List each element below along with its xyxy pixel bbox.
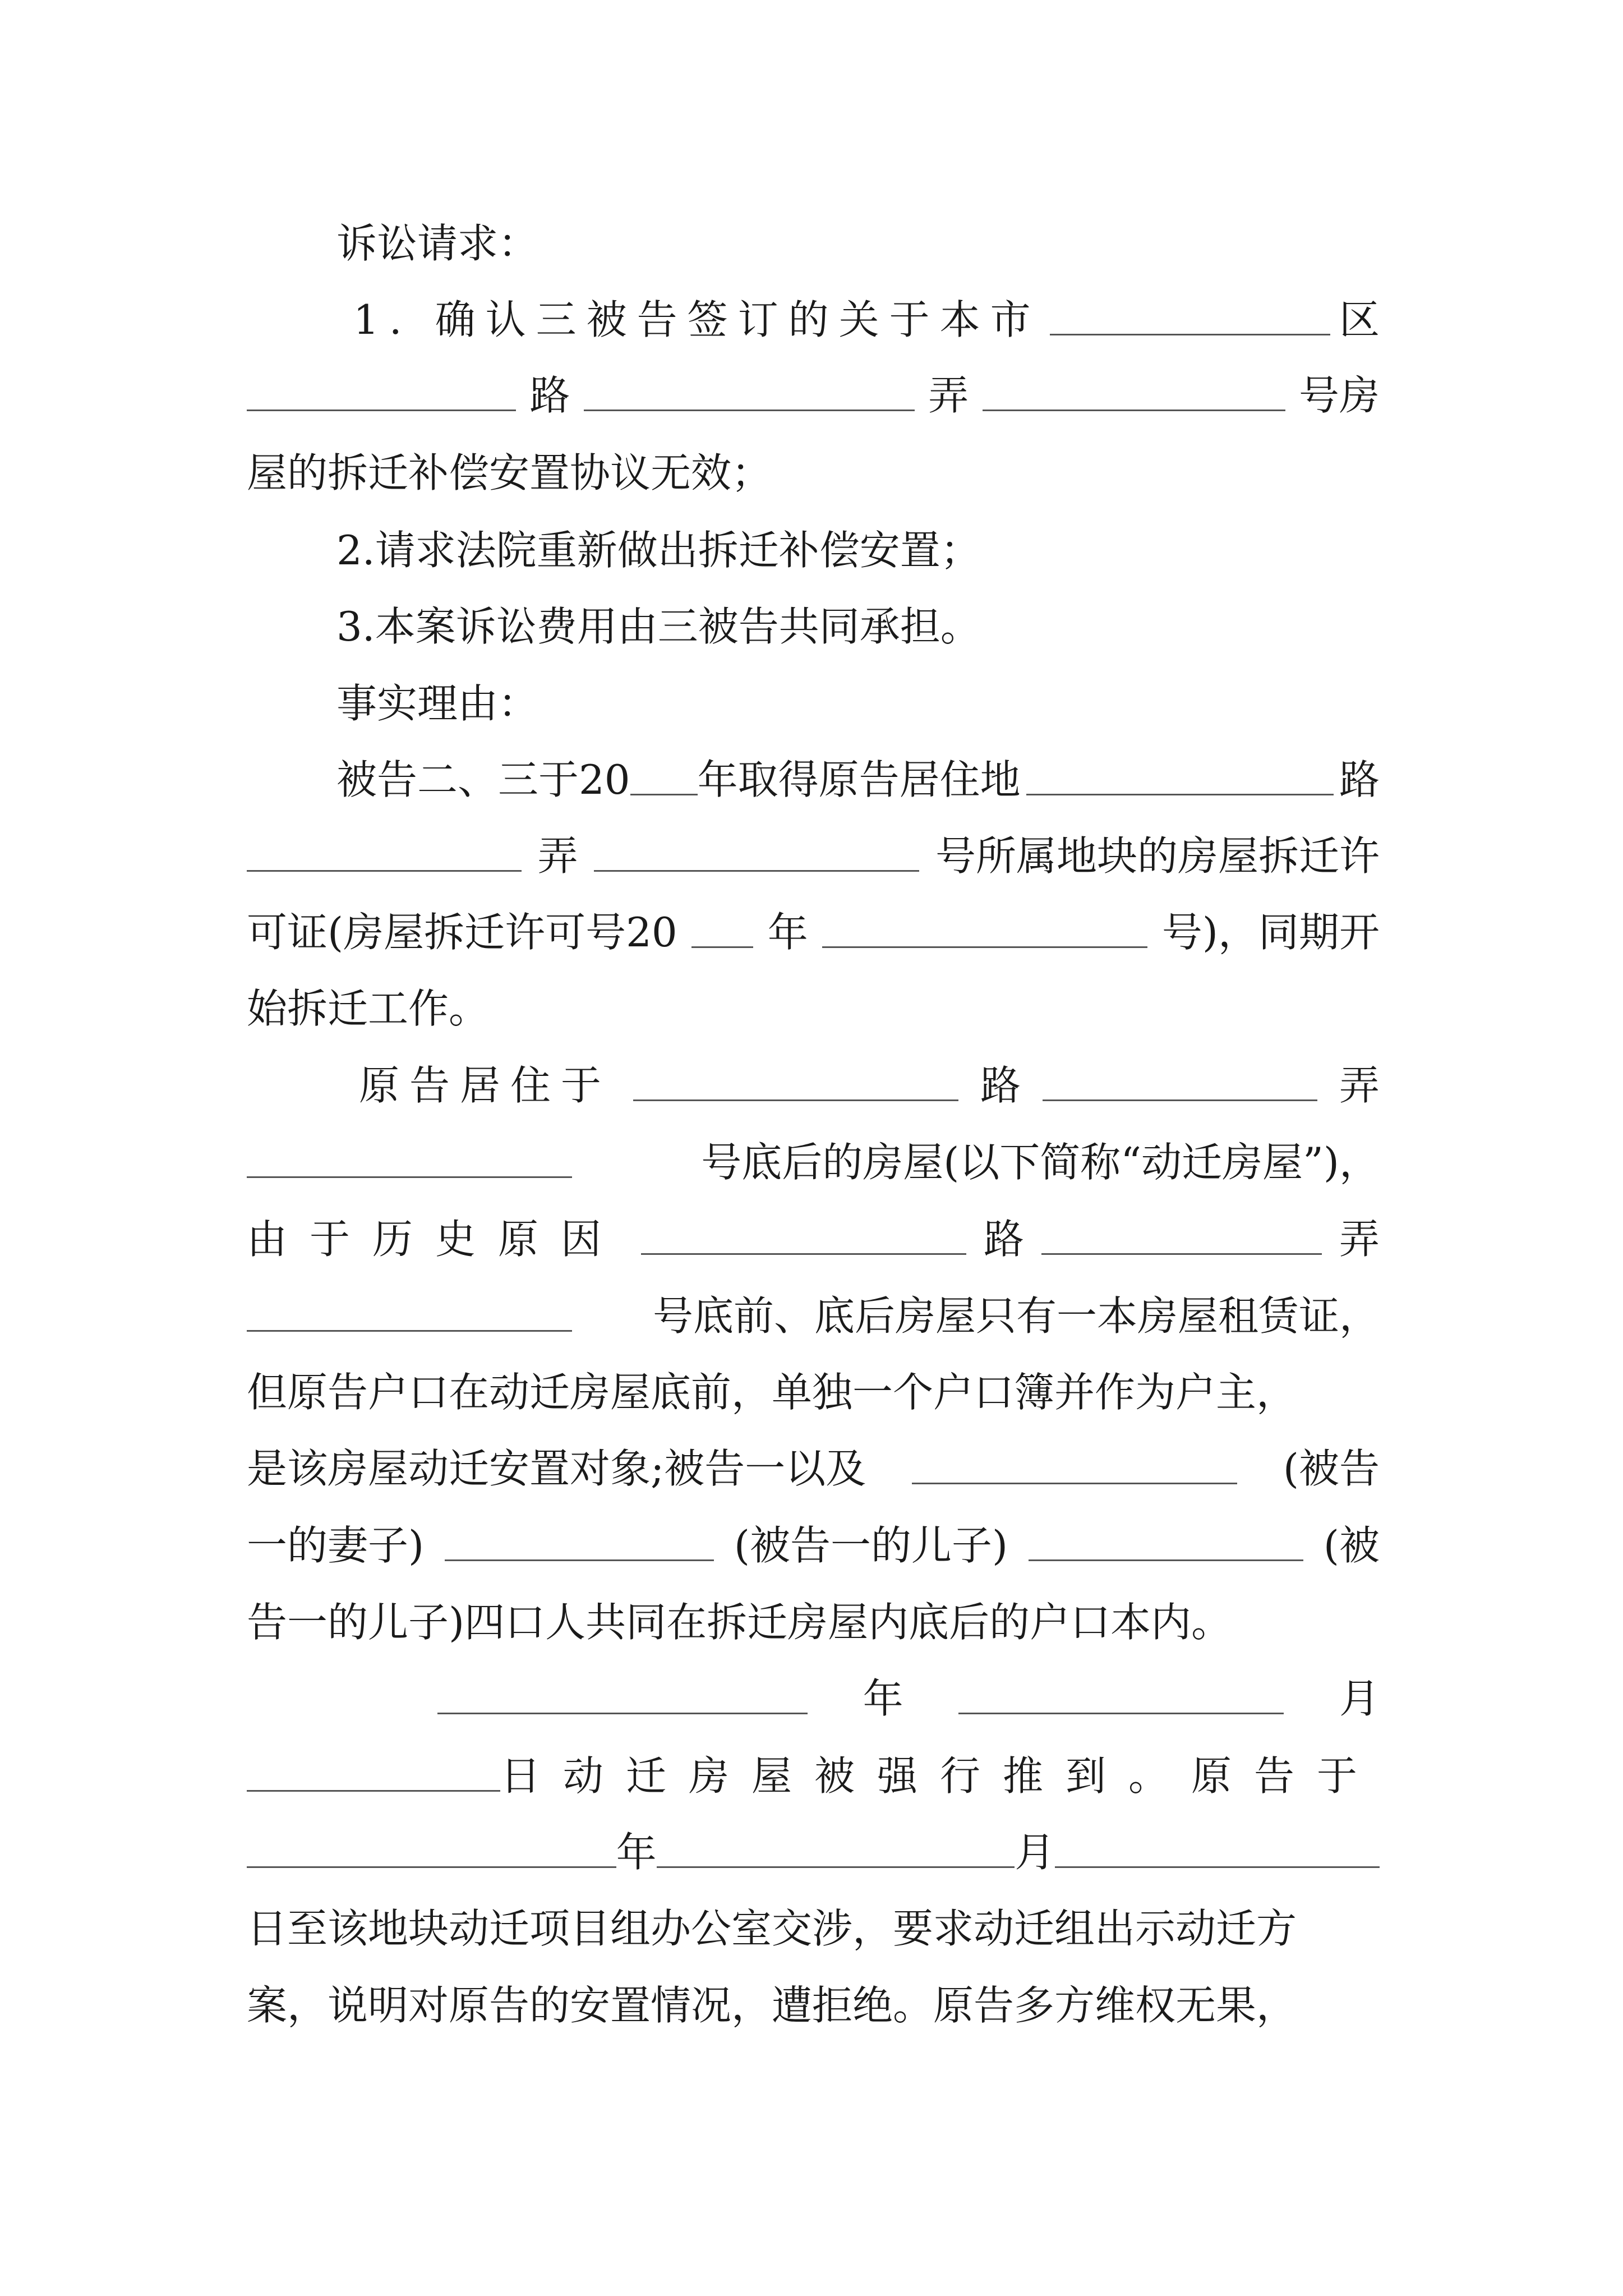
fact-2-line-2: 号底后的房屋(以下简称“动迁房屋”)， <box>247 1142 1380 1182</box>
fact-3-line-5: 案，说明对原告的安置情况，遭拒绝。原告多方维权无果， <box>247 1982 1297 2029</box>
blank-lane-left <box>247 870 522 872</box>
fact-2-line-1: 原告居住于 路 弄 <box>359 1062 1380 1109</box>
heading-claims: 诉讼请求： <box>336 220 539 267</box>
blank-wife-name <box>912 1483 1237 1484</box>
fact-1-line-4: 始拆迁工作。 <box>247 985 490 1032</box>
blank-month-2 <box>657 1866 1015 1868</box>
fact-2-line-7: 一的妻子) (被告一的儿子) (被 <box>247 1522 1380 1569</box>
fact-3-line-3: 年 月 <box>247 1832 1380 1872</box>
blank-lane-2 <box>1041 1253 1322 1255</box>
claim-1-text: 1. 确认三被告签订的关于本市 <box>353 296 1041 343</box>
blank-year <box>437 1713 808 1714</box>
blank-son-1-name <box>445 1559 714 1561</box>
blank-number <box>247 1176 572 1178</box>
fact-3-line-1: 年 月 <box>437 1678 1380 1719</box>
claim-1-line-1: 1. 确认三被告签订的关于本市 区 <box>353 296 1380 343</box>
fact-1-line-3: 可证(房屋拆迁许可号20 年 号)，同期开 <box>247 909 1380 956</box>
fact-2-line-3: 由于历史原因 路 弄 <box>247 1216 1380 1263</box>
fact-2-line-8: 告一的儿子)四口人共同在拆迁房屋内底后的户口本内。 <box>247 1599 1232 1646</box>
blank-road <box>633 1099 958 1101</box>
blank-district <box>1050 334 1330 335</box>
claim-2: 2.请求法院重新做出拆迁补偿安置； <box>336 527 981 574</box>
blank-permit-year <box>691 946 753 948</box>
blank-road <box>1026 794 1334 795</box>
claim-1-line-2: 路 弄 号房 <box>247 375 1380 416</box>
fact-2-line-6: 是该房屋动迁安置对象;被告一以及 (被告 <box>247 1445 1380 1492</box>
blank-road-2 <box>641 1253 966 1255</box>
fact-1-line-1: 被告二、三于20 年取得原告居住地 路 <box>336 756 1380 803</box>
fact-2-line-5: 但原告户口在动迁房屋底前，单独一个户口簿并作为户主， <box>247 1369 1297 1416</box>
claim-1-line-3: 屋的拆迁补偿安置协议无效； <box>247 449 772 496</box>
blank-year-2 <box>247 1866 616 1868</box>
blank-month <box>958 1713 1284 1714</box>
blank-lane-number <box>594 870 919 872</box>
blank-permit-number <box>822 946 1147 948</box>
blank-number-2 <box>247 1330 572 1332</box>
blank-day-2 <box>1055 1866 1380 1868</box>
blank-lane <box>1043 1099 1317 1101</box>
blank-son-2-name <box>1029 1559 1303 1561</box>
heading-facts: 事实理由： <box>336 680 539 727</box>
blank-year <box>630 794 698 795</box>
fact-3-line-2: 日动迁房屋被强行推到。原告于 <box>247 1756 1380 1796</box>
blank-road <box>247 409 516 411</box>
blank-lane <box>584 409 915 411</box>
fact-3-line-4: 日至该地块动迁项目组办公室交涉，要求动迁组出示动迁方 <box>247 1905 1297 1952</box>
fact-1-line-2: 弄 号所属地块的房屋拆迁许 <box>247 836 1380 876</box>
blank-number <box>983 409 1285 411</box>
fact-2-line-4: 号底前、底后房屋只有一本房屋租赁证， <box>247 1296 1380 1336</box>
blank-day <box>247 1790 500 1792</box>
claim-3: 3.本案诉讼费用由三被告共同承担。 <box>336 603 981 650</box>
